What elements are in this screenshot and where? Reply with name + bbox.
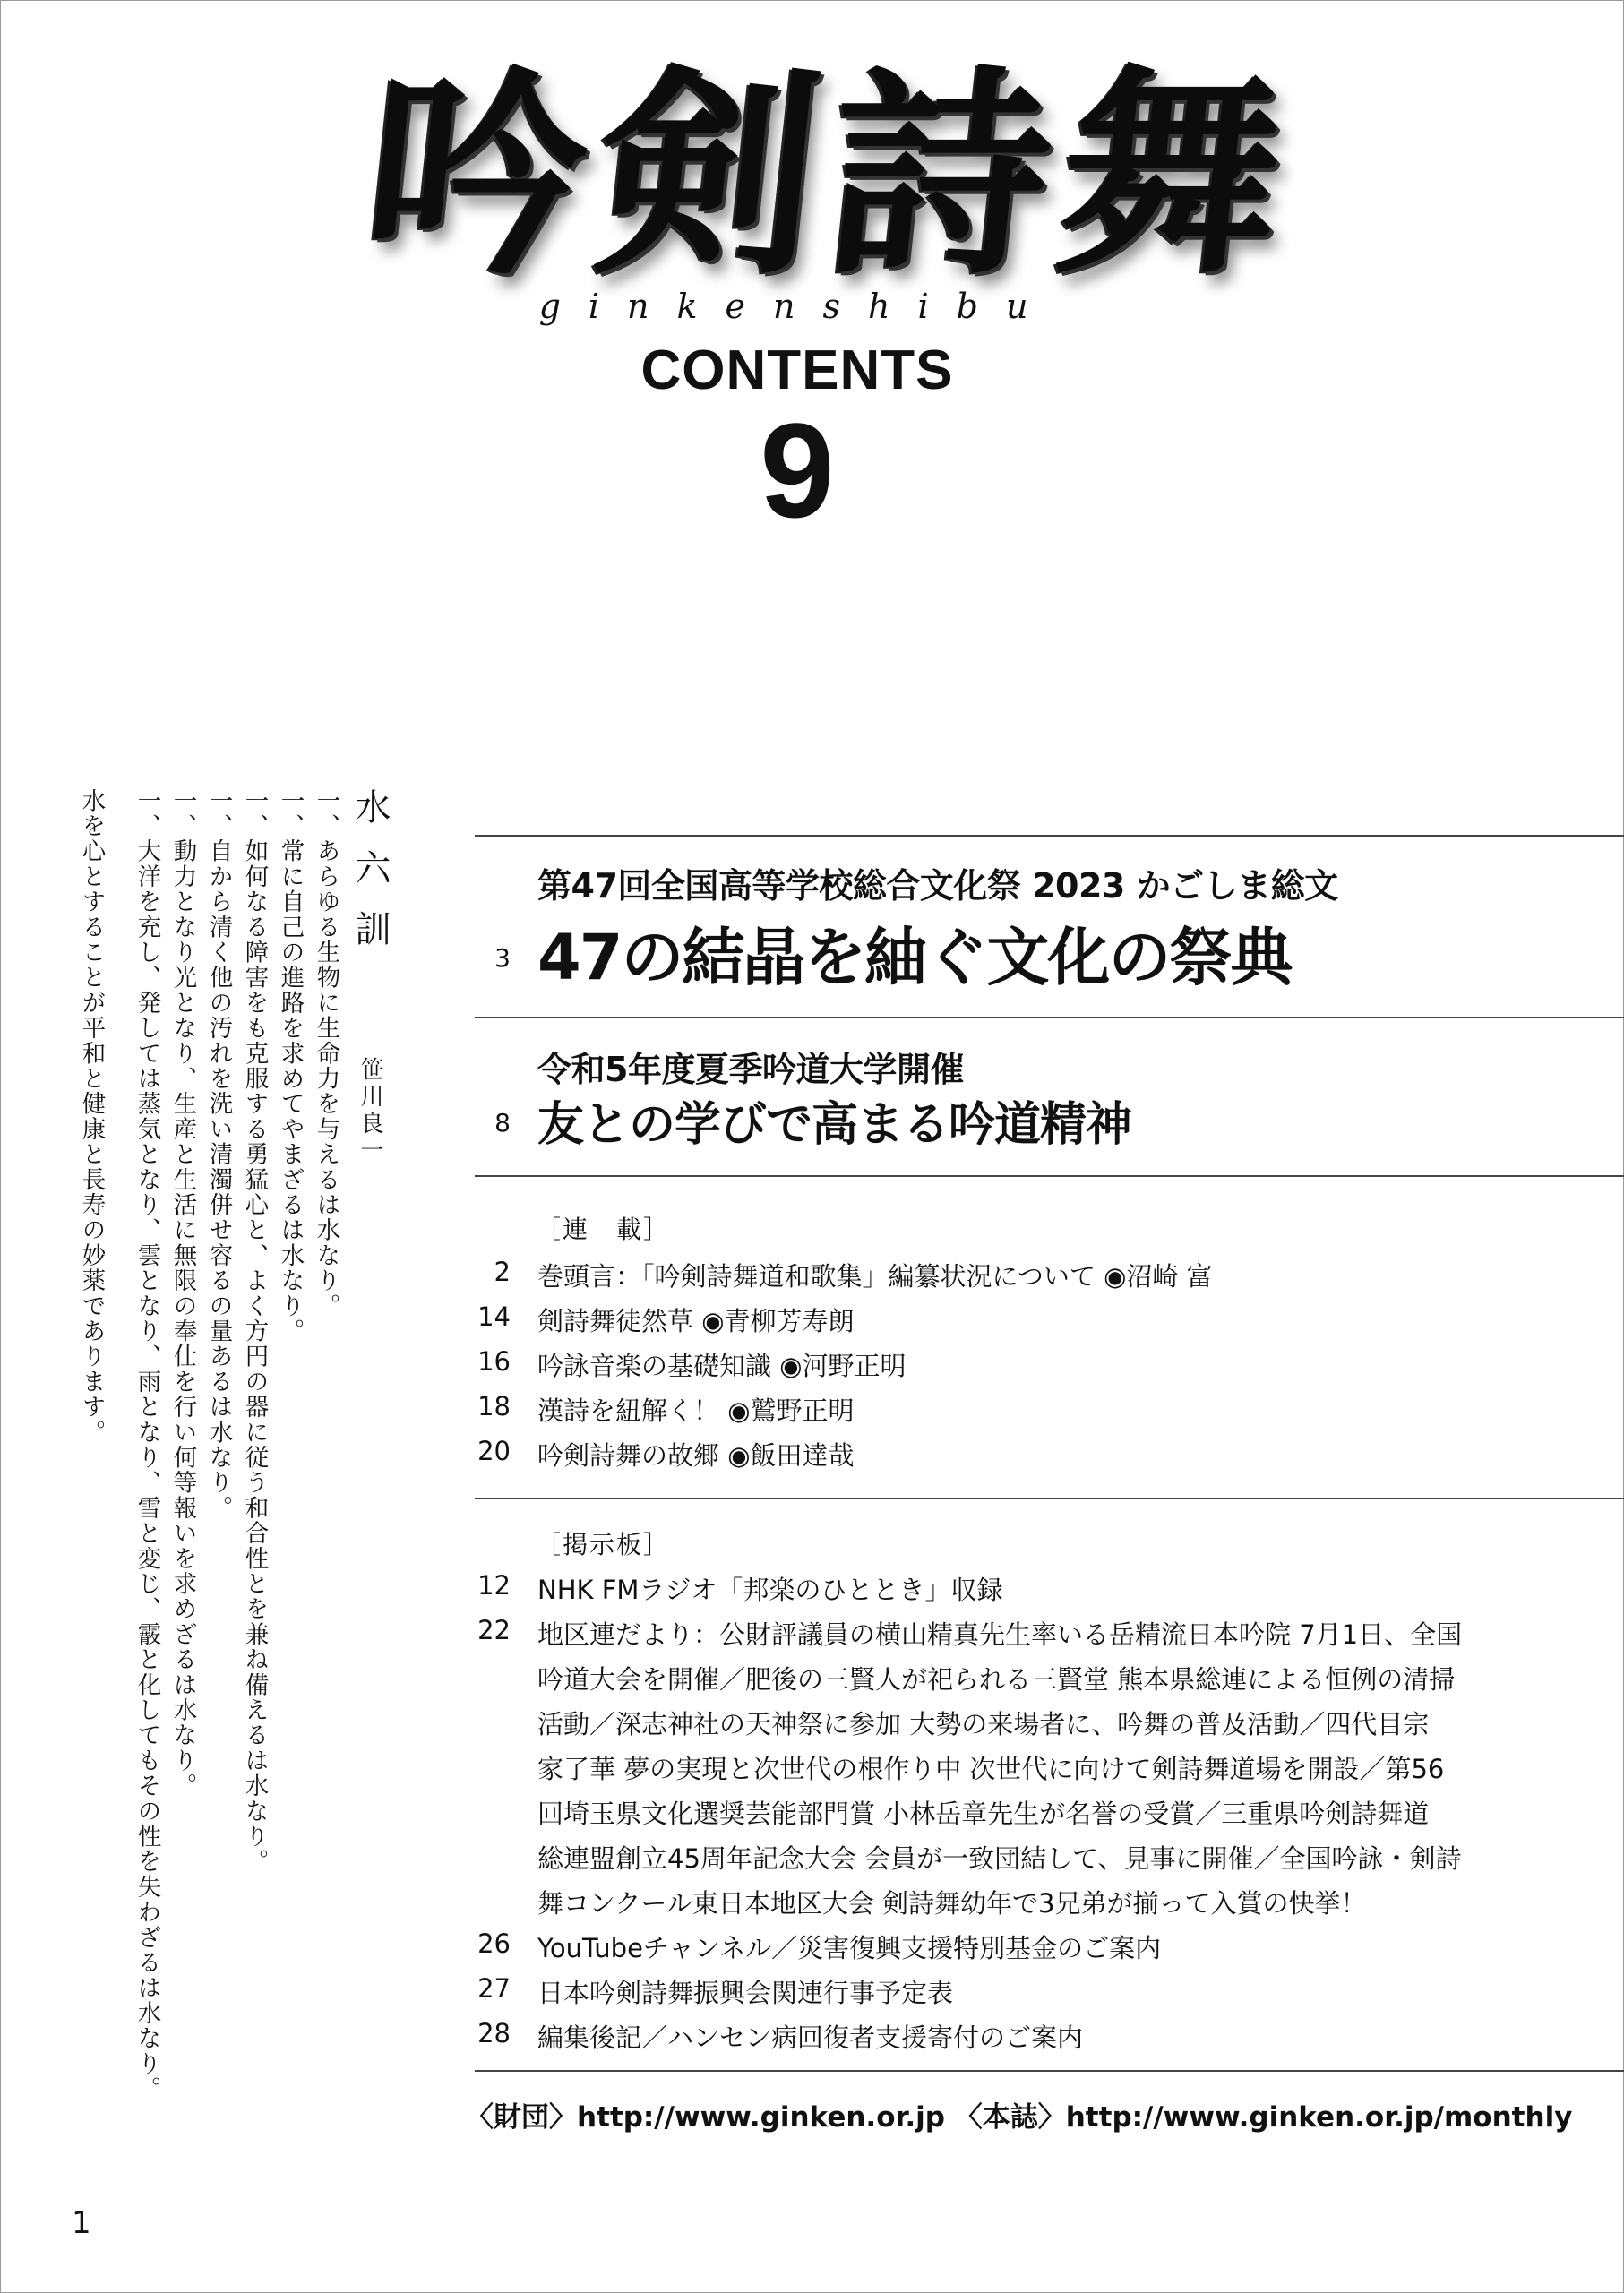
feature-page-number: 8 — [494, 1108, 511, 1138]
item-page: 27 — [477, 1973, 511, 2004]
list-item[interactable] — [0, 1257, 1624, 1300]
item-text: YouTubeチャンネル／災害復興支援特別基金のご案内 — [537, 1933, 1162, 1963]
list-item[interactable] — [0, 1928, 1624, 1971]
item-text-continued: 吟道大会を開催／肥後の三賢人が祀られる三賢堂 熊本県総連による恒例の清掃 — [537, 1664, 1456, 1695]
poem-closing-line: 水を心とすることが平和と健康と長寿の妙薬であります。 — [77, 788, 106, 1446]
item-text-continued: 総連盟創立45周年記念大会 会員が一致団結して、見事に開催／全国吟詠・剣詩 — [537, 1843, 1462, 1874]
logo-char: 吟 — [353, 45, 583, 304]
list-item[interactable] — [0, 1570, 1624, 1613]
item-page: 28 — [477, 2018, 511, 2048]
issue-number: 9 — [760, 395, 835, 545]
logo-char: 詩 — [816, 45, 1045, 304]
list-item[interactable] — [0, 1391, 1624, 1434]
item-text-continued: 舞コンクール東日本地区大会 剣詩舞幼年で3兄弟が揃って入賞の快挙！ — [537, 1888, 1367, 1919]
poem-line: 一、あらゆる生物に生命力を与えるは水なり。 — [312, 788, 340, 1319]
item-text-continued: 回埼玉県文化選奨芸能部門賞 小林岳章先生が名誉の受賞／三重県吟剣詩舞道 — [537, 1799, 1430, 1829]
poem-title: 水六訓 — [349, 788, 391, 971]
item-page: 20 — [477, 1436, 511, 1466]
logo-char: 剣 — [585, 45, 814, 304]
list-item[interactable] — [0, 1615, 1624, 1658]
list-item[interactable] — [0, 1436, 1624, 1479]
list-item[interactable] — [0, 1301, 1624, 1344]
item-text: 剣詩舞徒然草 ◉青柳芳寿朗 — [537, 1306, 855, 1336]
list-item[interactable] — [0, 1973, 1624, 2016]
divider — [475, 1175, 1624, 1177]
poem-line: 一、如何なる障害をも克服する勇猛心と、よく方円の器に従う和合性とを兼ね備えるは水なり。 — [240, 788, 269, 1875]
list-item[interactable] — [0, 1346, 1624, 1389]
item-text: 漢詩を紐解く！ ◉鷲野正明 — [537, 1396, 855, 1426]
footer-urls[interactable]: 〈財団〉http://www.ginken.or.jp 〈本誌〉http://www.ginken.or.jp/monthly — [466, 2101, 1573, 2134]
logo-romaji: ginkenshibu — [538, 287, 1056, 326]
feature-page-number: 3 — [494, 943, 511, 973]
item-page: 22 — [477, 1615, 511, 1645]
item-page: 18 — [477, 1391, 511, 1421]
poem-line: 一、常に自己の進路を求めてやまざるは水なり。 — [276, 788, 305, 1344]
logo-char: 舞 — [1047, 45, 1277, 304]
item-text: 日本吟剣詩舞振興会関連行事予定表 — [537, 1978, 954, 2008]
poem-line: 一、自から清く他の汚れを洗い清濁併せ容るの量あるは水なり。 — [204, 788, 233, 1521]
divider — [475, 1498, 1624, 1499]
item-text: 編集後記／ハンセン病回復者支援寄付のご案内 — [537, 2022, 1084, 2053]
item-page: 12 — [477, 1570, 511, 1601]
section-label-board: ［掲示板］ — [536, 1530, 671, 1559]
item-text: 吟剣詩舞の故郷 ◉飯田達哉 — [537, 1440, 855, 1471]
item-text: 地区連だより：公財評議員の横山精真先生率いる岳精流日本吟院 7月1日、全国 — [537, 1619, 1463, 1650]
item-page: 26 — [477, 1928, 511, 1959]
item-text-continued: 家了華 夢の実現と次世代の根作り中 次世代に向けて剣詩舞道場を開設／第56 — [537, 1754, 1445, 1784]
item-text-continued: 活動／深志神社の天神祭に参加 大勢の来場者に、吟舞の普及活動／四代目宗 — [537, 1709, 1430, 1739]
item-text: 巻頭言：「吟剣詩舞道和歌集」編纂状況について ◉沼崎 富 — [537, 1261, 1213, 1292]
feature-kicker: 令和5年度夏季吟道大学開催 — [537, 1050, 964, 1089]
list-item[interactable] — [0, 2018, 1624, 2061]
contents-heading: CONTENTS — [640, 339, 954, 401]
divider — [475, 1017, 1624, 1018]
item-text: 吟詠音楽の基礎知識 ◉河野正明 — [537, 1351, 907, 1381]
item-page: 2 — [494, 1257, 511, 1287]
feature-title[interactable]: 47の結晶を紬ぐ文化の祭典 — [537, 921, 1292, 994]
feature-title[interactable]: 友との学びで高まる吟道精神 — [537, 1098, 1132, 1152]
poem-author: 笹川良一 — [357, 1057, 383, 1164]
feature-kicker: 第47回全国高等学校総合文化祭 2023 かごしま総文 — [537, 866, 1338, 906]
poem-line: 一、動力となり光となり、生産と生活に無限の奉仕を行い何等報いを求めざるは水なり。 — [168, 788, 197, 1799]
item-page: 16 — [477, 1346, 511, 1377]
section-label-serial: ［連 載］ — [536, 1215, 671, 1244]
divider — [475, 2070, 1624, 2072]
magazine-logo — [353, 40, 1277, 309]
poem-line: 一、大洋を充し、発しては蒸気となり、雲となり、雨となり、雪と変じ、霰と化してもその性を失わざるは水なり。 — [133, 788, 161, 2102]
item-page: 14 — [477, 1301, 511, 1332]
divider — [475, 835, 1624, 837]
page-number: 1 — [72, 2205, 91, 2241]
item-text: NHK FMラジオ「邦楽のひととき」収録 — [537, 1575, 1003, 1605]
